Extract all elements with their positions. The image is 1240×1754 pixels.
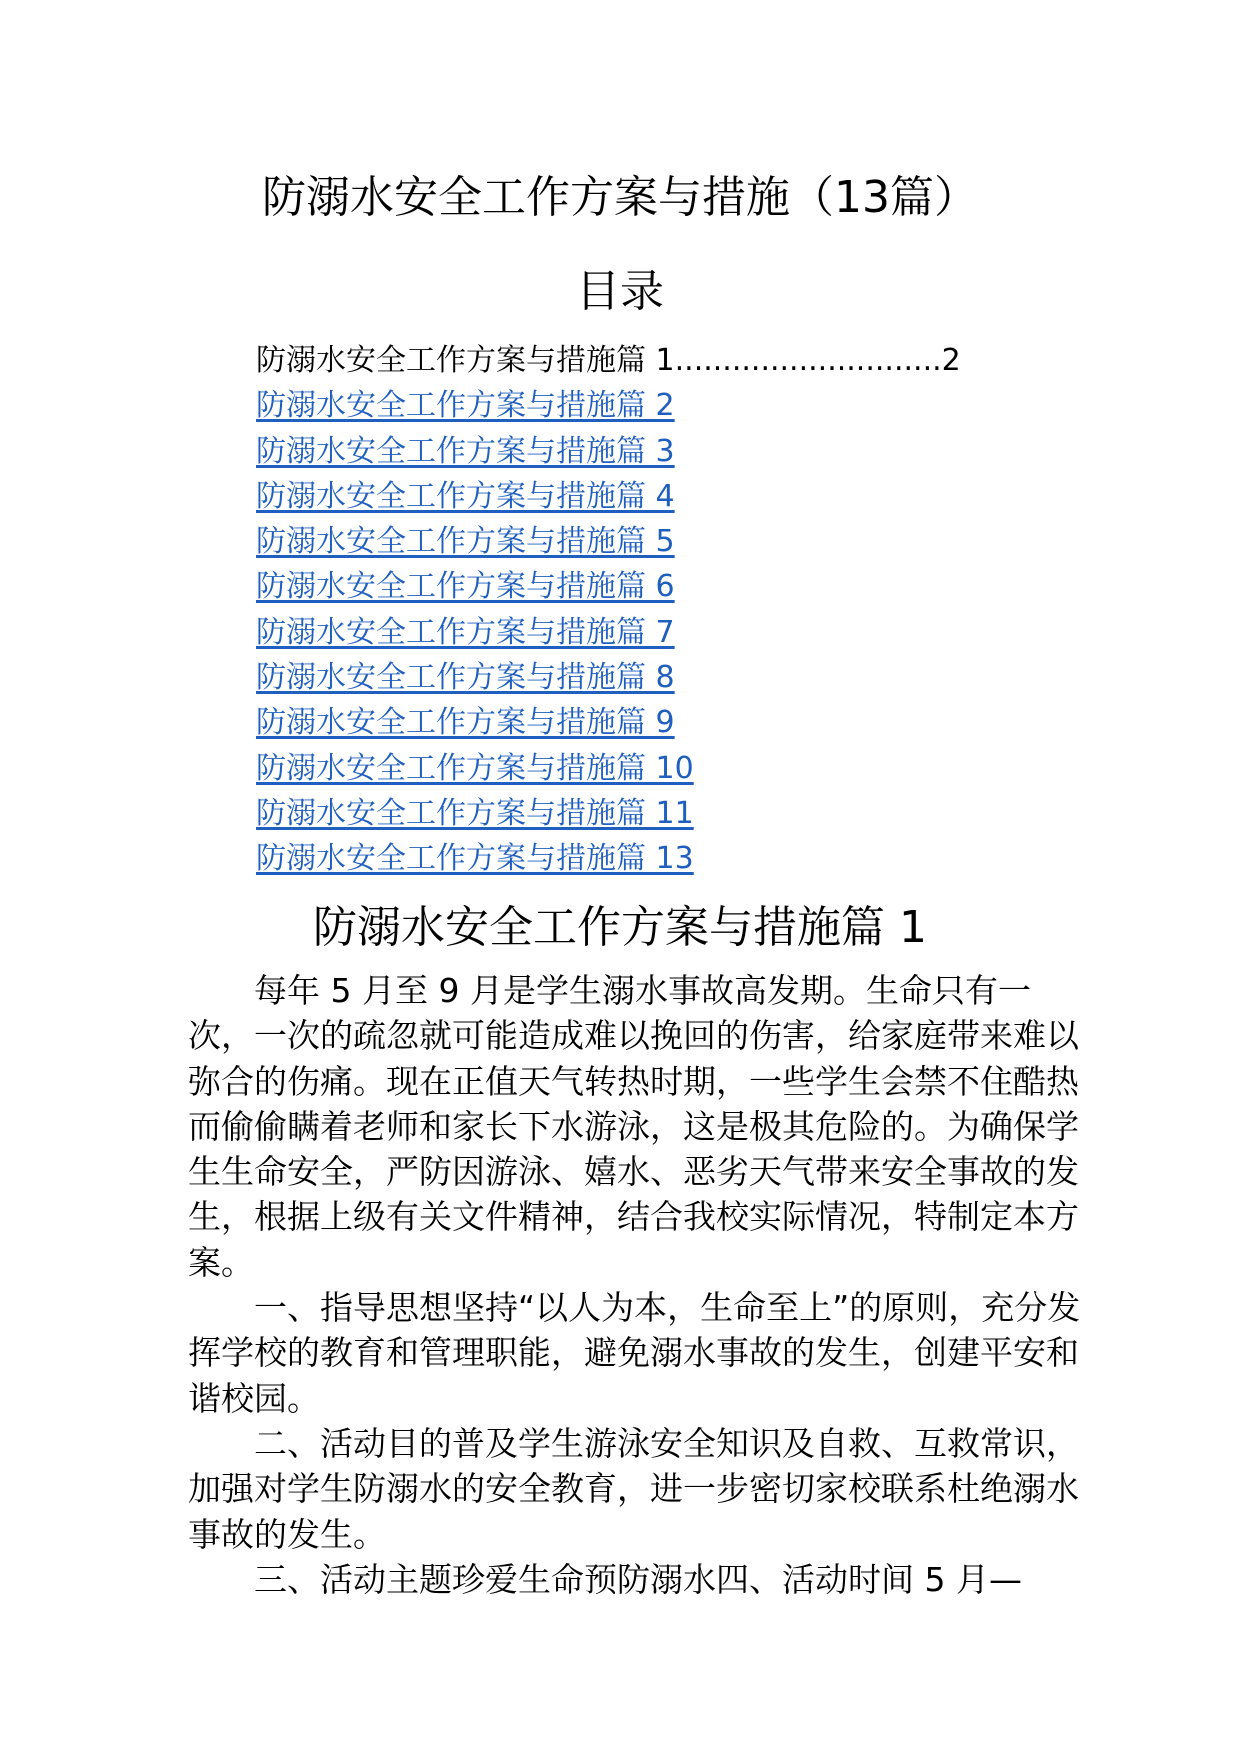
toc-link[interactable]: 防溺水安全工作方案与措施篇 9 (256, 705, 675, 741)
table-of-contents (256, 338, 1056, 882)
toc-page-number: 2 (941, 343, 961, 378)
toc-item-5[interactable] (256, 519, 1056, 564)
toc-leader-dots: ............................ (674, 343, 942, 378)
toc-link[interactable]: 防溺水安全工作方案与措施篇 13 (256, 841, 694, 877)
toc-item-9[interactable] (256, 700, 1056, 745)
paragraph-activity-theme: 三、活动主题珍爱生命预防溺水四、活动时间 5 月— (254, 1559, 1022, 1599)
document-title: 防溺水安全工作方案与措施（13篇） (262, 172, 978, 223)
toc-item-11[interactable] (256, 791, 1056, 836)
toc-heading: 目录 (576, 266, 664, 317)
section-title: 防溺水安全工作方案与措施篇 1 (313, 902, 927, 953)
toc-link[interactable]: 防溺水安全工作方案与措施篇 2 (256, 388, 675, 424)
paragraph-guiding-thought: 一、指导思想坚持“以人为本，生命至上”的原则，充分发挥学校的教育和管理职能，避免溺水事故的发生，创建平安和谐校园。 (188, 1288, 1081, 1418)
toc-item-label[interactable]: 防溺水安全工作方案与措施篇 1 (256, 343, 675, 378)
toc-item-1[interactable] (256, 338, 1056, 383)
toc-item-3[interactable] (256, 429, 1056, 474)
toc-item-13[interactable] (256, 836, 1056, 881)
toc-link[interactable]: 防溺水安全工作方案与措施篇 6 (256, 569, 675, 605)
toc-link[interactable]: 防溺水安全工作方案与措施篇 8 (256, 660, 675, 696)
toc-link[interactable]: 防溺水安全工作方案与措施篇 4 (256, 478, 675, 514)
body-text (188, 968, 1092, 1602)
toc-item-4[interactable] (256, 474, 1056, 519)
paragraph-activity-purpose: 二、活动目的普及学生游泳安全知识及自救、互救常识，加强对学生防溺水的安全教育，进一步密切家校联系杜绝溺水事故的发生。 (188, 1423, 1079, 1554)
toc-link[interactable]: 防溺水安全工作方案与措施篇 5 (256, 524, 675, 560)
toc-link[interactable]: 防溺水安全工作方案与措施篇 7 (256, 614, 675, 650)
toc-item-10[interactable] (256, 746, 1056, 791)
toc-item-6[interactable] (256, 564, 1056, 609)
toc-link[interactable]: 防溺水安全工作方案与措施篇 10 (256, 750, 694, 786)
toc-item-8[interactable] (256, 655, 1056, 700)
toc-link[interactable]: 防溺水安全工作方案与措施篇 3 (256, 433, 675, 469)
toc-item-7[interactable] (256, 610, 1056, 655)
toc-link[interactable]: 防溺水安全工作方案与措施篇 11 (256, 795, 694, 831)
toc-item-2[interactable] (256, 383, 1056, 428)
paragraph-intro: 每年 5 月至 9 月是学生溺水事故高发期。生命只有一次，一次的疏忽就可能造成难以挽回的伤害，给家庭带来难以弥合的伤痛。现在正值天气转热时期，一些学生会禁不住酷热而偷偷瞒着老师和家长下水游泳，这是极其危险的。为确保学生生命安全，严防因游泳、嬉水、恶劣天气带来安全事故的发生，根据上级有关文件精神，结合我校实际情况，特制定本方案。 (188, 971, 1079, 1282)
